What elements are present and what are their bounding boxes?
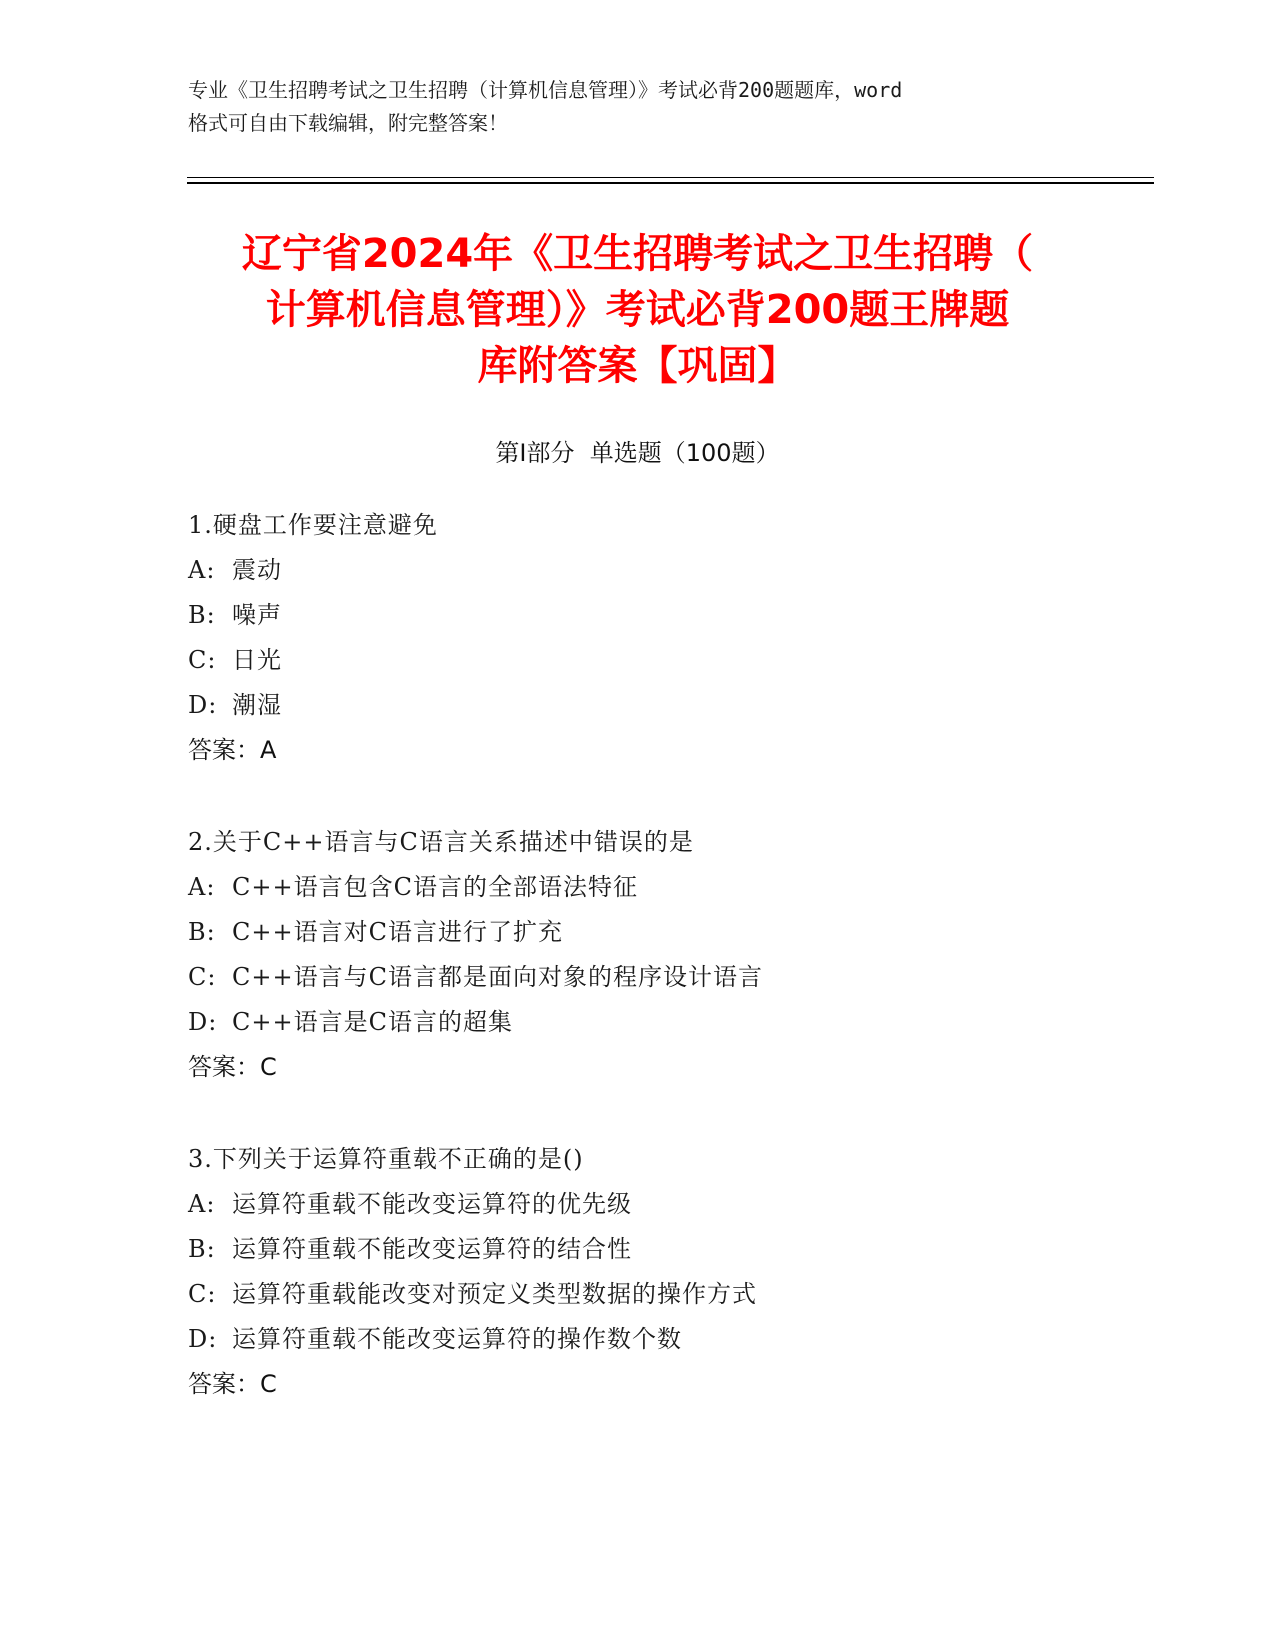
- option-label: A:: [188, 873, 216, 901]
- section-heading: 第Ⅰ部分 单选题（100题）: [495, 439, 780, 467]
- option-label: A:: [188, 556, 216, 584]
- option-text: 潮湿: [232, 691, 282, 719]
- option-label: D:: [188, 1008, 218, 1036]
- option-text: 运算符重载不能改变运算符的优先级: [232, 1190, 632, 1218]
- question-block: [188, 503, 1138, 773]
- option-text: C++语言是C语言的超集: [232, 1008, 513, 1036]
- question-stem: 2.关于C++语言与C语言关系描述中错误的是: [188, 828, 694, 856]
- question-block: [188, 1137, 1138, 1407]
- title-line: 辽宁省2024年《卫生招聘考试之卫生招聘（: [241, 231, 1034, 277]
- intro-line: 专业《卫生招聘考试之卫生招聘（计算机信息管理）》考试必背200题题库，word: [188, 78, 903, 102]
- option-text: C++语言包含C语言的全部语法特征: [232, 873, 638, 901]
- option-label: A:: [188, 1190, 216, 1218]
- document-title: [150, 226, 1125, 394]
- answer-line: 答案：C: [188, 1370, 277, 1398]
- option-label: B:: [188, 918, 216, 946]
- intro-line: 格式可自由下载编辑，附完整答案！: [188, 111, 508, 135]
- option-text: C++语言与C语言都是面向对象的程序设计语言: [232, 963, 763, 991]
- answer-line: 答案：C: [188, 1053, 277, 1081]
- option-d: [188, 1317, 1138, 1362]
- intro-text: [188, 74, 1088, 140]
- option-label: D:: [188, 691, 218, 719]
- option-d: [188, 1000, 1138, 1045]
- option-a: [188, 865, 1138, 910]
- header-divider-thin: [187, 177, 1154, 178]
- title-line: 计算机信息管理）》考试必背200题王牌题: [265, 287, 1010, 333]
- question-block: [188, 820, 1138, 1090]
- option-b: [188, 1227, 1138, 1272]
- option-text: 噪声: [232, 601, 282, 629]
- option-label: C:: [188, 646, 217, 674]
- option-label: B:: [188, 1235, 216, 1263]
- option-a: [188, 548, 1138, 593]
- option-c: [188, 638, 1138, 683]
- option-b: [188, 910, 1138, 955]
- option-text: 日光: [232, 646, 282, 674]
- option-label: D:: [188, 1325, 218, 1353]
- option-c: [188, 955, 1138, 1000]
- question-stem: 3.下列关于运算符重载不正确的是(): [188, 1145, 584, 1173]
- option-label: C:: [188, 963, 217, 991]
- option-text: 震动: [232, 556, 282, 584]
- title-line: 库附答案【巩固】: [477, 343, 798, 389]
- option-b: [188, 593, 1138, 638]
- question-stem: 1.硬盘工作要注意避免: [188, 511, 438, 539]
- option-label: B:: [188, 601, 216, 629]
- option-label: C:: [188, 1280, 217, 1308]
- option-a: [188, 1182, 1138, 1227]
- option-text: C++语言对C语言进行了扩充: [232, 918, 563, 946]
- answer-line: 答案：A: [188, 736, 277, 764]
- option-text: 运算符重载不能改变运算符的结合性: [232, 1235, 632, 1263]
- option-d: [188, 683, 1138, 728]
- option-text: 运算符重载能改变对预定义类型数据的操作方式: [232, 1280, 757, 1308]
- option-text: 运算符重载不能改变运算符的操作数个数: [232, 1325, 682, 1353]
- option-c: [188, 1272, 1138, 1317]
- header-divider-thick: [187, 182, 1154, 184]
